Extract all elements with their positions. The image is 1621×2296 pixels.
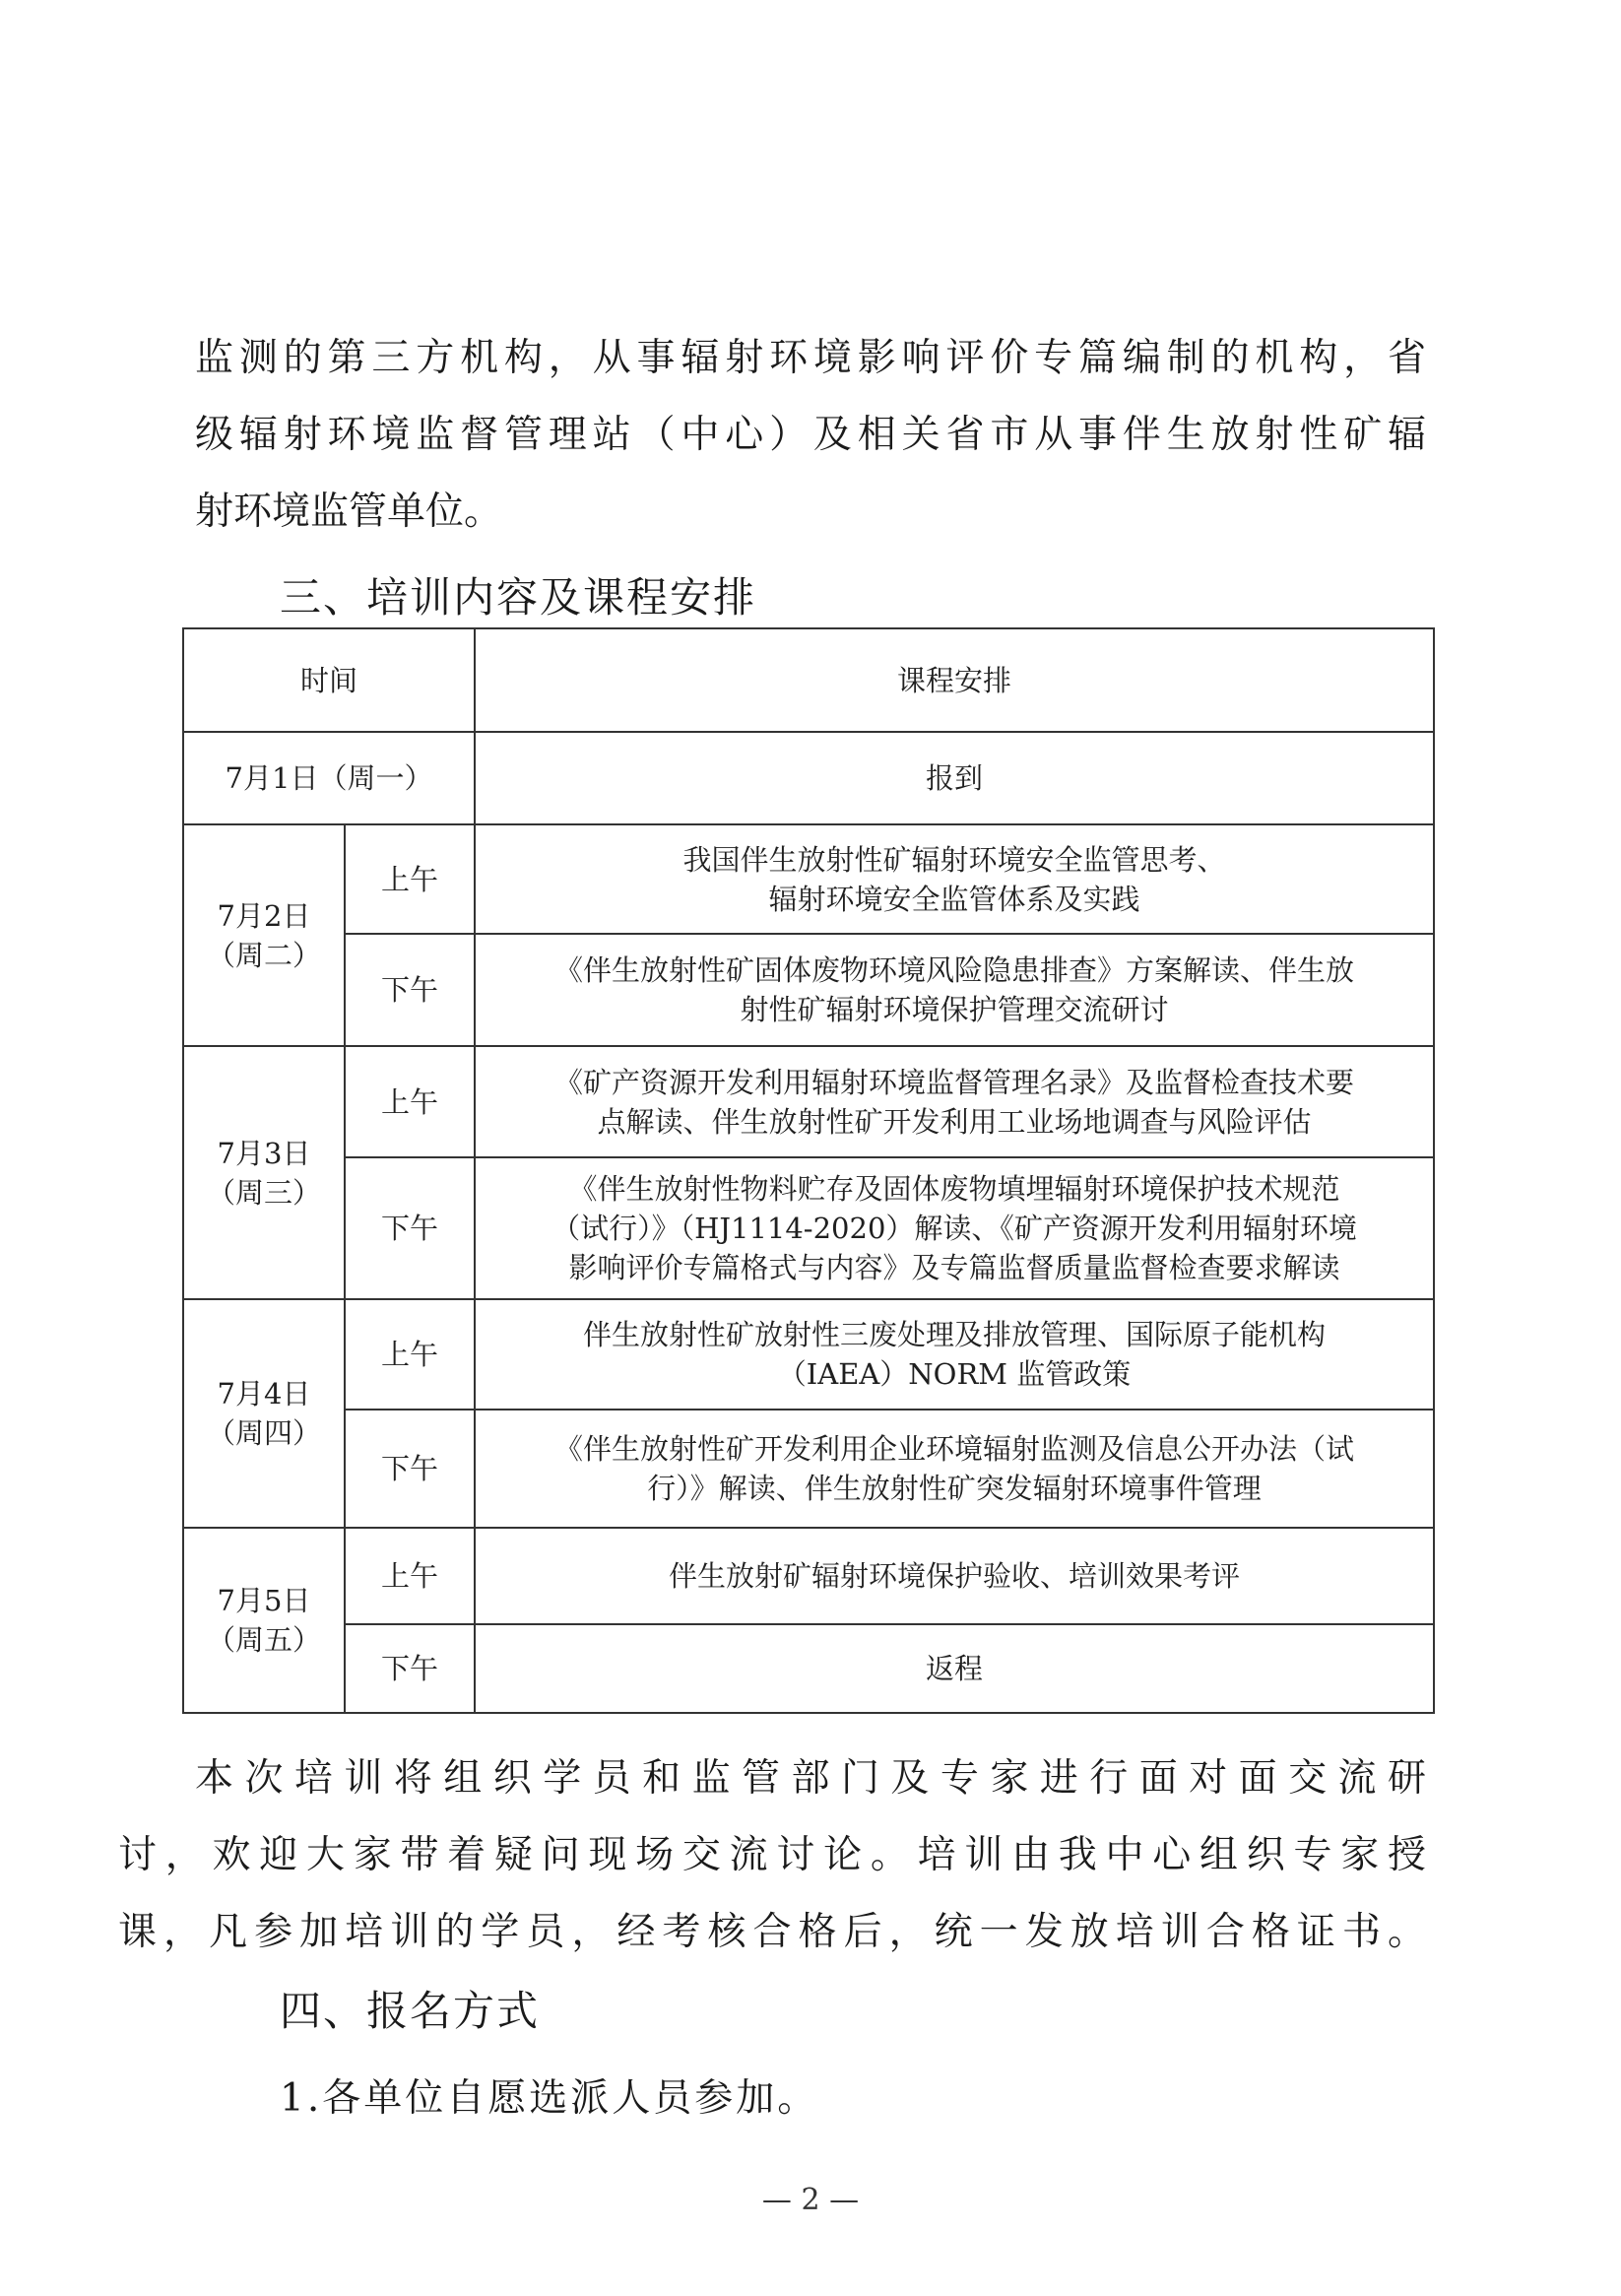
course-line: 点解读、伴生放射性矿开发利用工业场地调查与风险评估: [597, 1104, 1312, 1139]
course-line: 《矿产资源开发利用辐射环境监督管理名录》及监督检查技术要: [554, 1065, 1355, 1099]
date-cell: [183, 824, 345, 1046]
weekday-text: （周五）: [206, 1623, 321, 1657]
period-cell: 下午: [345, 1157, 475, 1299]
closing-paragraph: [118, 1740, 1426, 1971]
intro-line: 级辐射环境监督管理站（中心）及相关省市从事伴生放射性矿辐: [195, 413, 1426, 457]
date-text: 7月5日: [217, 1584, 311, 1617]
course-line: 我国伴生放射性矿辐射环境安全监管思考、: [682, 842, 1226, 877]
closing-line: 课，凡参加培训的学员，经考核合格后，统一发放培训合格证书。: [118, 1910, 1426, 1954]
date-cell: [183, 1299, 345, 1528]
table-row: [183, 1157, 1434, 1299]
page-number: — 2 —: [761, 2183, 860, 2217]
date-text: 7月2日: [217, 898, 311, 933]
registration-item-1: 1.各单位自愿选派人员参加。: [280, 2076, 819, 2121]
course-line: 射性矿辐射环境保护管理交流研讨: [740, 993, 1169, 1026]
table-row: [183, 1624, 1434, 1713]
course-cell: [475, 824, 1434, 934]
course-cell: [475, 1624, 1434, 1713]
period-cell: 上午: [345, 1528, 475, 1624]
intro-paragraph: [195, 320, 1426, 551]
table-row: [183, 1410, 1434, 1528]
date-text: 7月4日: [217, 1377, 311, 1410]
date-cell: 7月1日（周一）: [183, 732, 475, 824]
intro-line: 监测的第三方机构，从事辐射环境影响评价专篇编制的机构，省: [195, 336, 1426, 380]
course-cell: [475, 1528, 1434, 1624]
course-line: 《伴生放射性矿开发利用企业环境辐射监测及信息公开办法（试: [554, 1432, 1355, 1466]
course-line: 辐射环境安全监管体系及实践: [768, 882, 1140, 916]
period-cell: 下午: [345, 1624, 475, 1713]
date-cell: [183, 1528, 345, 1713]
course-line: （试行）》（HJ1114-2020）解读、《矿产资源开发利用辐射环境: [551, 1212, 1357, 1245]
course-line: 《伴生放射性物料贮存及固体废物填埋辐射环境保护技术规范: [568, 1172, 1340, 1206]
intro-line: 射环境监管单位。: [195, 490, 503, 534]
period-cell: 下午: [345, 1410, 475, 1528]
section-heading-training-content: 三、培训内容及课程安排: [280, 573, 757, 622]
table-header-row: [183, 628, 1434, 732]
course-cell: [475, 934, 1434, 1046]
course-cell: [475, 1046, 1434, 1157]
closing-line: 本次培训将组织学员和监管部门及专家进行面对面交流研: [195, 1756, 1426, 1801]
course-cell: [475, 1410, 1434, 1528]
date-cell: [183, 1046, 345, 1299]
course-line: 影响评价专篇格式与内容》及专篇监督质量监督检查要求解读: [568, 1251, 1340, 1284]
course-line: 返程: [926, 1652, 984, 1685]
course-cell: 报到: [475, 732, 1434, 824]
weekday-text: （周四）: [206, 1416, 321, 1450]
header-time: 时间: [183, 628, 475, 732]
course-line: 《伴生放射性矿固体废物环境风险隐患排查》方案解读、伴生放: [554, 953, 1355, 987]
course-cell: [475, 1157, 1434, 1299]
schedule-table: [182, 627, 1435, 1714]
course-cell: [475, 1299, 1434, 1410]
header-course: 课程安排: [475, 628, 1434, 732]
period-cell: 下午: [345, 934, 475, 1046]
period-cell: 上午: [345, 1046, 475, 1157]
table-row: [183, 732, 1434, 824]
table-row: [183, 1299, 1434, 1410]
table-row: [183, 1046, 1434, 1157]
period-cell: 上午: [345, 824, 475, 934]
period-cell: 上午: [345, 1299, 475, 1410]
closing-line: 讨，欢迎大家带着疑问现场交流讨论。培训由我中心组织专家授: [118, 1833, 1426, 1877]
table-row: [183, 934, 1434, 1046]
weekday-text: （周三）: [206, 1175, 321, 1210]
table-row: [183, 1528, 1434, 1624]
course-line: 行）》解读、伴生放射性矿突发辐射环境事件管理: [647, 1472, 1262, 1505]
table-row: [183, 824, 1434, 934]
section-heading-registration: 四、报名方式: [280, 1987, 541, 2035]
weekday-text: （周二）: [206, 938, 321, 972]
course-line: 伴生放射性矿放射性三废处理及排放管理、国际原子能机构: [583, 1318, 1327, 1351]
course-line: 伴生放射矿辐射环境保护验收、培训效果考评: [669, 1559, 1241, 1593]
date-text: 7月3日: [217, 1136, 311, 1170]
course-line: （IAEA）NORM 监管政策: [777, 1357, 1132, 1391]
